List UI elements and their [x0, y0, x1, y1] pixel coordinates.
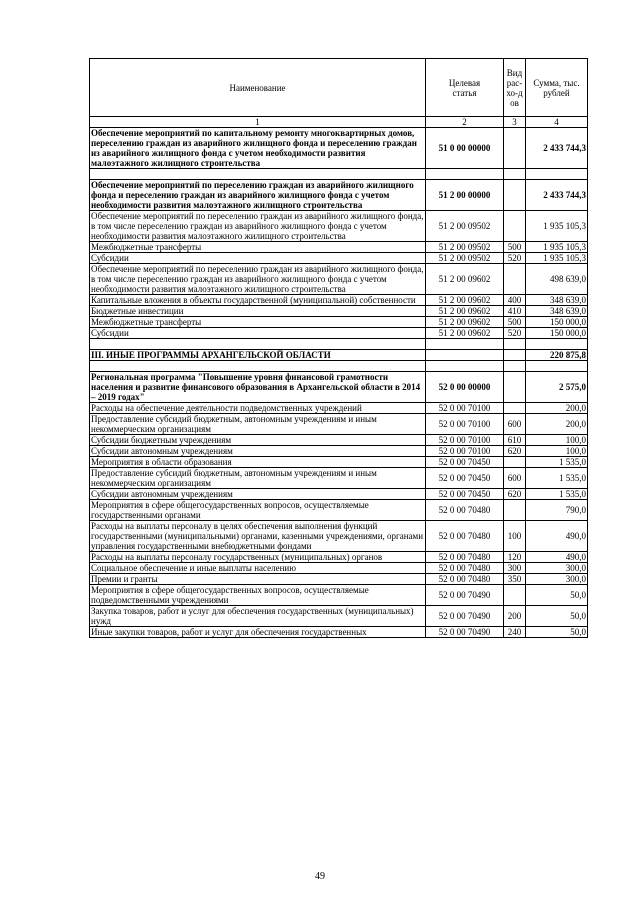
row-sum: 498 639,0 [526, 264, 588, 295]
row-name: Субсидии [90, 328, 426, 339]
row-name: Предоставление субсидий бюджетным, автономным учреждениям и иным некоммерческим организациям [90, 414, 426, 435]
row-name: Обеспечение мероприятий по капитальному ремонту многоквартирных домов, переселению граждан из аварийного жилищного фонда и переселению граждан из аварийного жилищного фонда с учетом необходимости развития малоэтажного жилищного строительства [90, 128, 426, 169]
row-article: 51 2 00 09602 [426, 317, 504, 328]
table-row [90, 372, 588, 403]
row-sum: 50,0 [526, 627, 588, 638]
row-sum: 490,0 [526, 521, 588, 552]
table-row [90, 317, 588, 328]
row-kind [504, 403, 526, 414]
row-article: 52 0 00 70480 [426, 521, 504, 552]
row-sum: 50,0 [526, 606, 588, 627]
table-row [90, 211, 588, 242]
row-article: 51 2 00 09602 [426, 306, 504, 317]
row-name: Мероприятия в области образования [90, 457, 426, 468]
row-name: Обеспечение мероприятий по переселению граждан из аварийного жилищного фонда и переселению граждан из аварийного жилищного фонда с учетом необходимости развития малоэтажного жилищного строительства [90, 180, 426, 211]
row-kind: 400 [504, 295, 526, 306]
empty-cell [526, 361, 588, 372]
empty-cell [426, 361, 504, 372]
row-kind: 410 [504, 306, 526, 317]
table-row [90, 253, 588, 264]
table-row [90, 574, 588, 585]
page-number: 49 [315, 871, 325, 882]
row-kind [504, 128, 526, 169]
row-sum: 150 000,0 [526, 328, 588, 339]
row-kind: 100 [504, 521, 526, 552]
row-article: 51 2 00 09502 [426, 253, 504, 264]
row-name: Региональная программа "Повышение уровня финансовой грамотности населения и развитие финансового образования в Архангельской области в 2014 – 2019 годах" [90, 372, 426, 403]
row-kind: 200 [504, 606, 526, 627]
row-kind [504, 372, 526, 403]
row-kind: 520 [504, 328, 526, 339]
row-sum: 2 575,0 [526, 372, 588, 403]
row-article: 51 2 00 09602 [426, 295, 504, 306]
row-article: 52 0 00 70480 [426, 574, 504, 585]
row-article: 52 0 00 70100 [426, 403, 504, 414]
empty-cell [90, 339, 426, 350]
row-sum: 50,0 [526, 585, 588, 606]
row-name: Расходы на выплаты персоналу в целях обеспечения выполнения функций государственными (муниципальными) органами, казенными учреждениями, органами управления государственными внебюджетными фондами [90, 521, 426, 552]
row-name: Социальное обеспечение и иные выплаты населению [90, 563, 426, 574]
table-row [90, 414, 588, 435]
row-name: Межбюджетные трансферты [90, 317, 426, 328]
row-name: Субсидии автономным учреждениям [90, 446, 426, 457]
row-name: Субсидии автономным учреждениям [90, 489, 426, 500]
row-name: Закупка товаров, работ и услуг для обеспечения государственных (муниципальных) нужд [90, 606, 426, 627]
table-row [90, 403, 588, 414]
column-number: 4 [526, 117, 588, 128]
row-sum: 300,0 [526, 563, 588, 574]
row-name: Предоставление субсидий бюджетным, автономным учреждениям и иным некоммерческим организациям [90, 468, 426, 489]
header-name: Наименование [90, 59, 426, 117]
header-kind: Вид рас-хо-дов [504, 59, 526, 117]
row-article: 52 0 00 70490 [426, 585, 504, 606]
row-article: 52 0 00 70480 [426, 563, 504, 574]
row-sum: 200,0 [526, 414, 588, 435]
row-kind: 240 [504, 627, 526, 638]
spacer-row [90, 169, 588, 180]
table-row [90, 128, 588, 169]
row-kind [504, 585, 526, 606]
row-article: 52 0 00 70450 [426, 489, 504, 500]
spacer-row [90, 339, 588, 350]
header-sum: Сумма, тыс. рублей [526, 59, 588, 117]
table-row [90, 435, 588, 446]
header-article: Целевая статья [426, 59, 504, 117]
row-article: 52 0 00 70100 [426, 435, 504, 446]
row-article: 52 0 00 70450 [426, 457, 504, 468]
row-kind: 600 [504, 468, 526, 489]
row-kind: 350 [504, 574, 526, 585]
table-row [90, 264, 588, 295]
column-number: 2 [426, 117, 504, 128]
table-body [90, 128, 588, 638]
row-kind: 620 [504, 446, 526, 457]
document-page [89, 58, 587, 638]
row-sum: 2 433 744,3 [526, 180, 588, 211]
empty-cell [504, 339, 526, 350]
row-sum: 2 433 744,3 [526, 128, 588, 169]
row-sum: 100,0 [526, 446, 588, 457]
row-sum: 100,0 [526, 435, 588, 446]
row-article: 51 2 00 00000 [426, 180, 504, 211]
row-sum: 1 935 105,3 [526, 253, 588, 264]
empty-cell [426, 339, 504, 350]
row-sum: 1 535,0 [526, 468, 588, 489]
row-sum: 300,0 [526, 574, 588, 585]
row-article: 52 0 00 70450 [426, 468, 504, 489]
row-name: Бюджетные инвестиции [90, 306, 426, 317]
row-kind [504, 264, 526, 295]
empty-cell [526, 339, 588, 350]
row-name: Премии и гранты [90, 574, 426, 585]
row-kind [504, 457, 526, 468]
row-name: III. ИНЫЕ ПРОГРАММЫ АРХАНГЕЛЬСКОЙ ОБЛАСТИ [90, 350, 426, 361]
row-kind: 520 [504, 253, 526, 264]
table-row [90, 306, 588, 317]
row-kind: 600 [504, 414, 526, 435]
row-kind: 120 [504, 552, 526, 563]
row-sum: 200,0 [526, 403, 588, 414]
row-kind: 300 [504, 563, 526, 574]
row-article: 51 2 00 09602 [426, 328, 504, 339]
table-row [90, 350, 588, 361]
row-name: Мероприятия в сфере общегосударственных вопросов, осуществляемые подведомственными учреждениями [90, 585, 426, 606]
table-row [90, 457, 588, 468]
row-article: 52 0 00 70480 [426, 500, 504, 521]
row-name: Мероприятия в сфере общегосударственных вопросов, осуществляемые государственными органами [90, 500, 426, 521]
row-kind [504, 500, 526, 521]
row-article: 51 2 00 09502 [426, 242, 504, 253]
row-article [426, 350, 504, 361]
row-article: 52 0 00 70490 [426, 627, 504, 638]
row-name: Капитальные вложения в объекты государственной (муниципальной) собственности [90, 295, 426, 306]
row-article: 52 0 00 70100 [426, 414, 504, 435]
row-sum: 1 935 105,3 [526, 211, 588, 242]
table-row [90, 295, 588, 306]
table-row [90, 563, 588, 574]
table-row [90, 521, 588, 552]
table-row [90, 468, 588, 489]
table-row [90, 552, 588, 563]
table-row [90, 585, 588, 606]
row-name: Межбюджетные трансферты [90, 242, 426, 253]
row-kind [504, 350, 526, 361]
row-kind: 620 [504, 489, 526, 500]
spacer-row [90, 361, 588, 372]
table-header-row [90, 59, 588, 117]
row-article: 51 2 00 09502 [426, 211, 504, 242]
table-row [90, 242, 588, 253]
empty-cell [90, 361, 426, 372]
column-number: 3 [504, 117, 526, 128]
budget-table [89, 58, 588, 638]
row-sum: 1 935 105,3 [526, 242, 588, 253]
row-article: 52 0 00 70480 [426, 552, 504, 563]
row-kind: 610 [504, 435, 526, 446]
column-number: 1 [90, 117, 426, 128]
row-article: 52 0 00 70100 [426, 446, 504, 457]
row-sum: 348 639,0 [526, 306, 588, 317]
row-name: Расходы на обеспечение деятельности подведомственных учреждений [90, 403, 426, 414]
row-name: Субсидии [90, 253, 426, 264]
row-article: 52 0 00 00000 [426, 372, 504, 403]
table-row [90, 489, 588, 500]
row-sum: 790,0 [526, 500, 588, 521]
table-row [90, 606, 588, 627]
empty-cell [90, 169, 426, 180]
row-name: Расходы на выплаты персоналу государственных (муниципальных) органов [90, 552, 426, 563]
row-article: 51 0 00 00000 [426, 128, 504, 169]
row-name: Иные закупки товаров, работ и услуг для обеспечения государственных [90, 627, 426, 638]
table-row [90, 446, 588, 457]
row-article: 52 0 00 70490 [426, 606, 504, 627]
row-kind: 500 [504, 242, 526, 253]
row-sum: 1 535,0 [526, 457, 588, 468]
row-sum: 220 875,8 [526, 350, 588, 361]
row-name: Субсидии бюджетным учреждениям [90, 435, 426, 446]
row-name: Обеспечение мероприятий по переселению граждан из аварийного жилищного фонда, в том числе переселению граждан из аварийного жилищного фонда с учетом необходимости развития малоэтажного жилищного строительства [90, 264, 426, 295]
row-sum: 150 000,0 [526, 317, 588, 328]
row-sum: 1 535,0 [526, 489, 588, 500]
column-number-row [90, 117, 588, 128]
row-name: Обеспечение мероприятий по переселению граждан из аварийного жилищного фонда, в том числе переселению граждан из аварийного жилищного фонда с учетом необходимости развития малоэтажного жилищного строительства [90, 211, 426, 242]
empty-cell [504, 361, 526, 372]
table-row [90, 328, 588, 339]
empty-cell [504, 169, 526, 180]
row-kind: 500 [504, 317, 526, 328]
row-kind [504, 211, 526, 242]
table-row [90, 627, 588, 638]
row-article: 51 2 00 09602 [426, 264, 504, 295]
row-sum: 490,0 [526, 552, 588, 563]
empty-cell [526, 169, 588, 180]
row-sum: 348 639,0 [526, 295, 588, 306]
table-row [90, 500, 588, 521]
row-kind [504, 180, 526, 211]
table-row [90, 180, 588, 211]
empty-cell [426, 169, 504, 180]
